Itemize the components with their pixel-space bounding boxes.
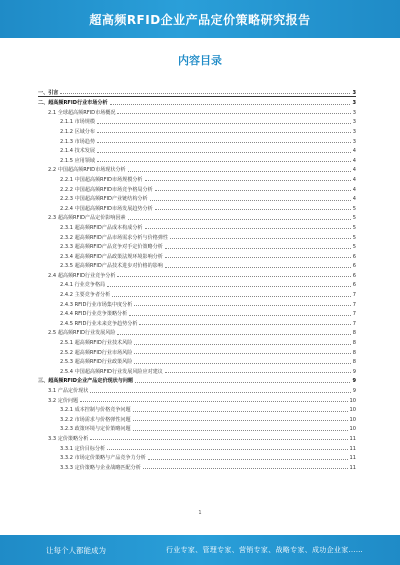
toc-entry-label: 三、超高频RFID企业产品定价现状与问题: [38, 378, 134, 385]
toc-entry-label: 2.3.4 超高频RFID产品政策法规环境影响分析: [38, 253, 164, 260]
toc-entry[interactable]: [38, 164, 356, 174]
toc-entry-page: 7: [352, 311, 356, 318]
toc-entry[interactable]: [38, 365, 356, 375]
toc-entry-label: 一、引言: [38, 89, 59, 96]
toc-entry-page: 3: [352, 138, 356, 145]
toc-entry[interactable]: [38, 461, 356, 471]
toc-leader-dots: [60, 93, 350, 94]
toc-entry-page: 5: [352, 205, 356, 212]
toc-leader-dots: [139, 324, 350, 325]
table-of-contents: [38, 86, 356, 471]
toc-entry[interactable]: [38, 394, 356, 404]
toc-entry-label: 2.3.5 超高频RFID产品技术进步对价格的影响: [38, 262, 164, 269]
toc-leader-dots: [117, 334, 350, 335]
report-title: 超高频RFID企业产品定价策略研究报告: [89, 12, 311, 27]
toc-entry-label: 3.2 定价问题: [38, 397, 79, 404]
toc-leader-dots: [110, 104, 351, 105]
toc-leader-dots: [128, 219, 351, 220]
toc-entry[interactable]: [38, 442, 356, 452]
toc-leader-dots: [97, 123, 351, 124]
toc-entry-label: 2.4.1 行业竞争格局: [38, 281, 106, 288]
toc-entry-page: 8: [352, 330, 356, 337]
toc-entry-page: 8: [352, 359, 356, 366]
toc-leader-dots: [165, 257, 351, 258]
toc-entry-label: 2.2.4 中国超高频RFID市场发展趋势分析: [38, 205, 154, 212]
toc-entry[interactable]: [38, 423, 356, 433]
toc-leader-dots: [129, 315, 351, 316]
toc-entry[interactable]: [38, 116, 356, 126]
toc-leader-dots: [170, 238, 351, 239]
toc-entry[interactable]: [38, 384, 356, 394]
toc-leader-dots: [128, 171, 351, 172]
toc-entry[interactable]: [38, 269, 356, 279]
toc-entry[interactable]: [38, 125, 356, 135]
toc-entry[interactable]: [38, 202, 356, 212]
footer-tagline: 行业专家、管理专家、营销专家、战略专家、成功企业家……: [166, 546, 364, 554]
toc-leader-dots: [133, 420, 348, 421]
toc-entry[interactable]: [38, 145, 356, 155]
toc-entry-page: 6: [352, 272, 356, 279]
toc-entry-page: 10: [349, 426, 356, 433]
toc-leader-dots: [145, 180, 351, 181]
toc-entry[interactable]: [38, 317, 356, 327]
toc-entry[interactable]: [38, 308, 356, 318]
toc-entry-label: 3.3.2 市场定价策略与产品竞争力分析: [38, 454, 147, 461]
toc-entry-page: 10: [349, 407, 356, 414]
toc-entry-page: 7: [352, 301, 356, 308]
toc-leader-dots: [90, 439, 347, 440]
toc-leader-dots: [134, 353, 350, 354]
toc-entry-label: 3.3.1 定价目标分析: [38, 445, 106, 452]
toc-leader-dots: [155, 190, 351, 191]
toc-entry-label: 2.3.2 超高频RFID产品市场需求分析与价格弹性: [38, 234, 169, 241]
toc-entry-page: 3: [352, 128, 356, 135]
toc-entry[interactable]: [38, 452, 356, 462]
toc-entry-page: 8: [352, 349, 356, 356]
toc-entry-label: 2.1.5 应用领域: [38, 157, 96, 164]
footer-slogan: 让每个人都能成为: [46, 545, 106, 555]
report-header: [0, 0, 400, 38]
toc-entry-label: 2.1.1 市场规模: [38, 118, 96, 125]
toc-leader-dots: [117, 113, 350, 114]
toc-entry-page: 11: [349, 435, 356, 442]
toc-entry-page: 4: [352, 148, 356, 155]
toc-entry-page: 3: [352, 119, 356, 126]
toc-entry-page: 11: [349, 455, 356, 462]
toc-entry[interactable]: [38, 356, 356, 366]
toc-entry[interactable]: [38, 154, 356, 164]
toc-entry-page: 9: [352, 378, 356, 385]
toc-entry-label: 2.1.4 技术发展: [38, 147, 96, 154]
toc-entry-page: 4: [352, 186, 356, 193]
toc-entry-label: 3.2.1 成本控制与价格竞争问题: [38, 406, 132, 413]
toc-entry-label: 2.3.1 超高频RFID产品成本构成分析: [38, 224, 144, 231]
toc-leader-dots: [165, 248, 351, 249]
toc-entry-label: 2.5.1 超高频RFID行业技术风险: [38, 339, 133, 346]
toc-entry[interactable]: [38, 231, 356, 241]
toc-entry-page: 6: [352, 282, 356, 289]
toc-entry-label: 2.4.3 RFID行业市场集中度分析: [38, 301, 133, 308]
toc-entry[interactable]: [38, 212, 356, 222]
toc-entry[interactable]: [38, 106, 356, 116]
toc-leader-dots: [134, 363, 350, 364]
toc-entry-page: 11: [349, 445, 356, 452]
toc-entry-label: 2.1.3 市场趋势: [38, 138, 96, 145]
toc-entry-page: 6: [352, 253, 356, 260]
toc-entry-page: 4: [352, 167, 356, 174]
toc-entry-page: 4: [352, 196, 356, 203]
toc-entry[interactable]: [38, 260, 356, 270]
toc-entry-page: 4: [352, 176, 356, 183]
toc-entry[interactable]: [38, 183, 356, 193]
toc-entry[interactable]: [38, 221, 356, 231]
toc-leader-dots: [133, 430, 348, 431]
toc-entry-page: 11: [349, 464, 356, 471]
toc-leader-dots: [165, 267, 351, 268]
toc-entry-label: 二、超高频RFID行业市场分析: [38, 100, 108, 107]
toc-entry-page: 5: [352, 234, 356, 241]
toc-entry[interactable]: [38, 241, 356, 251]
toc-entry-page: 5: [352, 224, 356, 231]
toc-leader-dots: [117, 276, 350, 277]
toc-leader-dots: [134, 305, 350, 306]
toc-entry-page: 3: [352, 109, 356, 116]
toc-entry-page: 3: [352, 100, 356, 107]
toc-entry-label: 2.4.4 RFID行业竞争策略分析: [38, 310, 128, 317]
toc-entry-label: 2.2 中国超高频RFID市场现状分析: [38, 166, 127, 173]
toc-leader-dots: [90, 392, 350, 393]
toc-leader-dots: [97, 142, 351, 143]
toc-entry-label: 2.1 全球超高频RFID市场概况: [38, 109, 116, 116]
toc-entry[interactable]: [38, 193, 356, 203]
toc-entry-label: 3.2.2 市场需求与价格弹性问题: [38, 416, 132, 423]
toc-entry-page: 5: [352, 215, 356, 222]
toc-entry[interactable]: [38, 336, 356, 346]
toc-entry-label: 3.1 产品定价现状: [38, 387, 89, 394]
toc-entry-page: 6: [352, 263, 356, 270]
toc-leader-dots: [150, 200, 351, 201]
toc-entry[interactable]: [38, 404, 356, 414]
toc-entry-label: 3.3.3 定价策略与企业战略匹配分析: [38, 464, 142, 471]
toc-entry[interactable]: [38, 288, 356, 298]
toc-entry[interactable]: [38, 375, 356, 385]
page-number: 1: [198, 510, 202, 516]
toc-entry-label: 2.5.3 超高频RFID行业政策风险: [38, 358, 133, 365]
toc-entry-label: 2.2.3 中国超高频RFID产业链结构分析: [38, 195, 149, 202]
toc-entry[interactable]: [38, 413, 356, 423]
toc-leader-dots: [97, 152, 351, 153]
toc-entry-page: 3: [352, 89, 356, 96]
toc-heading: 内容目录: [178, 54, 222, 67]
toc-leader-dots: [165, 372, 351, 373]
toc-entry-label: 2.5.2 超高频RFID行业市场风险: [38, 349, 133, 356]
toc-entry-label: 2.3.3 超高频RFID产品竞争对手定价策略分析: [38, 243, 164, 250]
toc-entry[interactable]: [38, 298, 356, 308]
toc-entry-label: 2.4 超高频RFID行业竞争分析: [38, 272, 116, 279]
toc-entry-page: 4: [352, 157, 356, 164]
toc-entry-page: 9: [352, 368, 356, 375]
toc-entry-label: 3.2.3 政策环境与定价策略问题: [38, 425, 132, 432]
toc-entry-label: 2.5 超高频RFID行业发展风险: [38, 329, 116, 336]
toc-entry-page: 9: [352, 388, 356, 394]
toc-leader-dots: [107, 286, 351, 287]
toc-entry[interactable]: [38, 135, 356, 145]
toc-entry-page: 10: [349, 397, 356, 404]
toc-entry-page: 10: [349, 416, 356, 423]
toc-leader-dots: [107, 449, 347, 450]
toc-leader-dots: [112, 296, 351, 297]
toc-entry-page: 7: [352, 292, 356, 299]
toc-entry-page: 8: [352, 340, 356, 347]
toc-entry[interactable]: [38, 346, 356, 356]
report-footer: [0, 535, 400, 565]
toc-leader-dots: [155, 209, 351, 210]
toc-entry-label: 2.4.5 RFID行业未来竞争趋势分析: [38, 320, 138, 327]
toc-leader-dots: [133, 411, 348, 412]
toc-leader-dots: [145, 228, 351, 229]
toc-entry-label: 2.1.2 区域分布: [38, 128, 96, 135]
toc-entry[interactable]: [38, 86, 356, 97]
toc-entry-page: 5: [352, 244, 356, 251]
toc-leader-dots: [97, 132, 351, 133]
toc-entry[interactable]: [38, 327, 356, 337]
toc-entry-label: 3.3 定价策略分析: [38, 435, 89, 442]
toc-leader-dots: [134, 344, 350, 345]
toc-entry-label: 2.4.2 主要竞争者分析: [38, 291, 111, 298]
toc-entry-label: 2.2.2 中国超高频RFID市场竞争格局分析: [38, 186, 154, 193]
toc-entry[interactable]: [38, 173, 356, 183]
toc-entry[interactable]: [38, 432, 356, 442]
toc-leader-dots: [148, 459, 348, 460]
toc-leader-dots: [143, 468, 348, 469]
toc-entry-label: 2.3 超高频RFID产品定价影响因素: [38, 214, 127, 221]
toc-entry-page: 7: [352, 320, 356, 327]
toc-entry-label: 2.2.1 中国超高频RFID市场规模分析: [38, 176, 144, 183]
toc-leader-dots: [80, 401, 347, 402]
toc-leader-dots: [135, 382, 350, 383]
toc-entry[interactable]: [38, 279, 356, 289]
toc-entry[interactable]: [38, 250, 356, 260]
toc-entry-label: 2.5.4 中国超高频RFID行业发展风险应对建议: [38, 368, 164, 375]
toc-leader-dots: [97, 161, 351, 162]
toc-entry[interactable]: [38, 97, 356, 107]
